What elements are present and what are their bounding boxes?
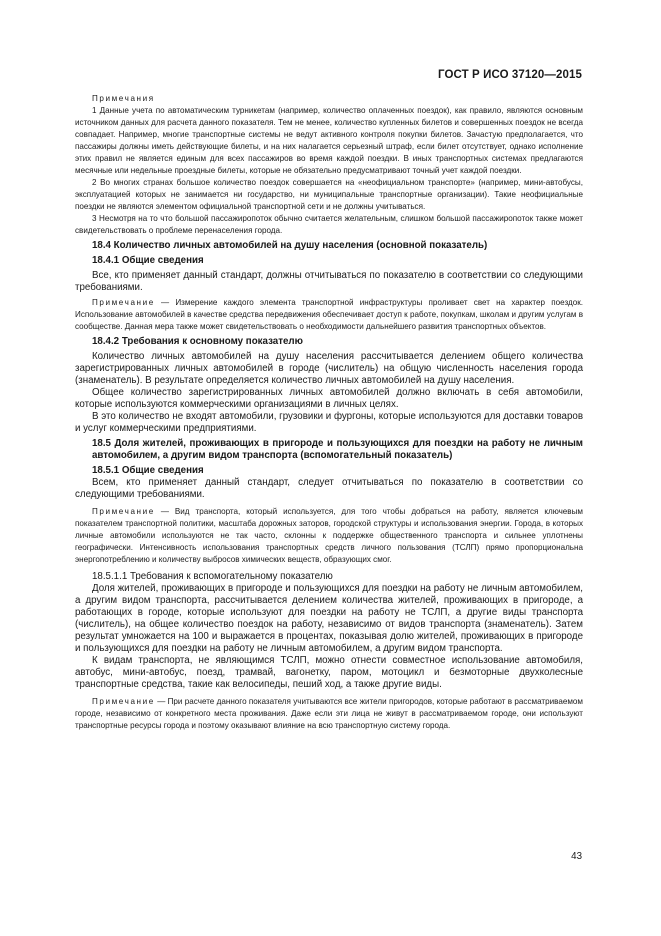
page-number: 43 [571, 851, 582, 862]
section-18-4-note [75, 297, 583, 333]
note-text: — Измерение каждого элемента транспортной инфраструктуры проливает свет на характер поездок. Использование автомобилей в качестве средства передвижения обеспечивает доступ к работе, покупкам, школам и другим услугам в сообществе. Данная мера также может свидетельствовать о необходимости дальнейшего развития транспортных объектов. [75, 298, 583, 331]
section-18-4-1-heading: 18.4.1 Общие сведения [92, 255, 204, 266]
note-text: — При расчете данного показателя учитываются все жители пригородов, которые работают в рассматриваемом городе, независимо от конкретного места проживания. Даже если эти лица не живут в рассматриваемом городе, они используют транспортные ресурсы города и поэтому оказывают влияние на всю транспортную систему города. [75, 697, 583, 730]
section-18-5-1-1-heading: 18.5.1.1 Требования к вспомогательному показателю [92, 571, 333, 582]
page-content [75, 93, 583, 732]
note-label: Примечание [92, 507, 155, 516]
section-18-4-1-text: Все, кто применяет данный стандарт, должны отчитываться по показателю в соответствии со следующими требованиями. [75, 270, 583, 293]
section-18-5-1-1-para-2: К видам транспорта, не являющимся ТСЛП, можно отнести совместное использование автомобиля, автобус, мини-автобус, поезд, трамвай, вагонетку, паром, мотоцикл и безмоторные двухколесные транспортные средства, такие как велосипеды, пеший ход, а также другие виды. [75, 655, 583, 690]
section-18-5-note-1 [75, 506, 583, 566]
section-18-4-2-para-1: Количество личных автомобилей на душу населения рассчитывается делением общего количества зарегистрированных личных автомобилей в городе (числитель) на общую численность населения города (знаменатель). В результате определяется количество личных автомобилей на душу населения. [75, 351, 583, 386]
section-18-4-heading: 18.4 Количество личных автомобилей на душу населения (основной показатель) [92, 240, 488, 251]
section-18-5-1-heading: 18.5.1 Общие сведения [92, 465, 204, 476]
section-18-5-1-1-para-1: Доля жителей, проживающих в пригороде и пользующихся для поездки на работу не личным автомобилем, а другим видом транспорта, рассчитывается делением количества жителей, проживающих в пригороде, а работающих в городе, которые используют для поездки на работу не ТСЛП, а другие виды транспорта (числитель), на общее количество поездок на работу, независимо от видов транспорта (знаменатель). Затем результат умножается на 100 и выражается в процентах, показывая долю жителей, проживающих в пригороде и пользующихся для поездки на работу не личным автомобилем, а другим видом транспорта. [75, 583, 583, 654]
section-18-4-2-para-2: Общее количество зарегистрированных личных автомобилей должно включать в себя автомобили, которые используются коммерческими организациями в личных целях. [75, 387, 583, 410]
standard-header: ГОСТ Р ИСО 37120—2015 [437, 69, 582, 81]
section-18-4-2-para-3: В это количество не входят автомобили, грузовики и фургоны, которые используются для доставки товаров и услуг коммерческими предприятиями. [75, 411, 583, 434]
note-label: Примечание [92, 298, 155, 307]
section-18-5-heading: 18.5 Доля жителей, проживающих в пригороде и пользующихся для поездки на работу не личным автомобилем, а другим видом транспорта (вспомогательный показатель) [92, 438, 583, 461]
section-18-5-note-2 [75, 696, 583, 732]
section-18-5-1-text: Всем, кто применяет данный стандарт, следует отчитываться по показателю в соответствии со следующими требованиями. [75, 477, 583, 500]
section-18-4-2-heading: 18.4.2 Требования к основному показателю [92, 336, 303, 347]
note-label: Примечание [92, 697, 155, 706]
note-item-2: 2 Во многих странах большое количество поездок совершается на «неофициальном транспорте» (например, мини-автобусы, эксплуатацией которых не занимается ни государство, ни муниципальные транспортные организации). Такие неофициальные поездки не являются элементом официальной транспортной сети и не должны учитываться. [75, 178, 583, 211]
note-text: — Вид транспорта, который используется, для того чтобы добраться на работу, является ключевым показателем транспортной политики, масштаба дорожных заторов, городской структуры и использования энергии. Города, в которых личные автомобили используются не так часто, склонны к поддержке общественного транспорта и сильнее уплотнены географически. Интенсивность использования транспортных средств личного пользования (ТСЛП) прямо пропорциональна энергопотреблению и количеству выбросов химических веществ, образующих смог. [75, 507, 583, 564]
notes-title: Примечания [92, 94, 155, 103]
note-item-1: 1 Данные учета по автоматическим турникетам (например, количество оплаченных поездок), как правило, являются основным источником данных для расчета данного показателя. Тем не менее, количество купленных билетов и совершенных поездок не всегда совпадает. Например, многие транспортные системы не ведут активного контроля покупки билетов. Зачастую предполагается, что пассажиры должны иметь действующие билеты, и на них налагается серьезный штраф, если билет отсутствует, однако исполнение этих правил не является единым для всех пассажиров во время каждой поездки. В иных транспортных системах предлагаются месячные или недельные проездные билеты, которые не обязательно предусматривают точный учет каждой поездки. [75, 106, 583, 175]
note-item-3: 3 Несмотря на то что большой пассажиропоток обычно считается желательным, слишком большой пассажиропоток также может свидетельствовать о проблеме перенаселения города. [75, 214, 583, 235]
